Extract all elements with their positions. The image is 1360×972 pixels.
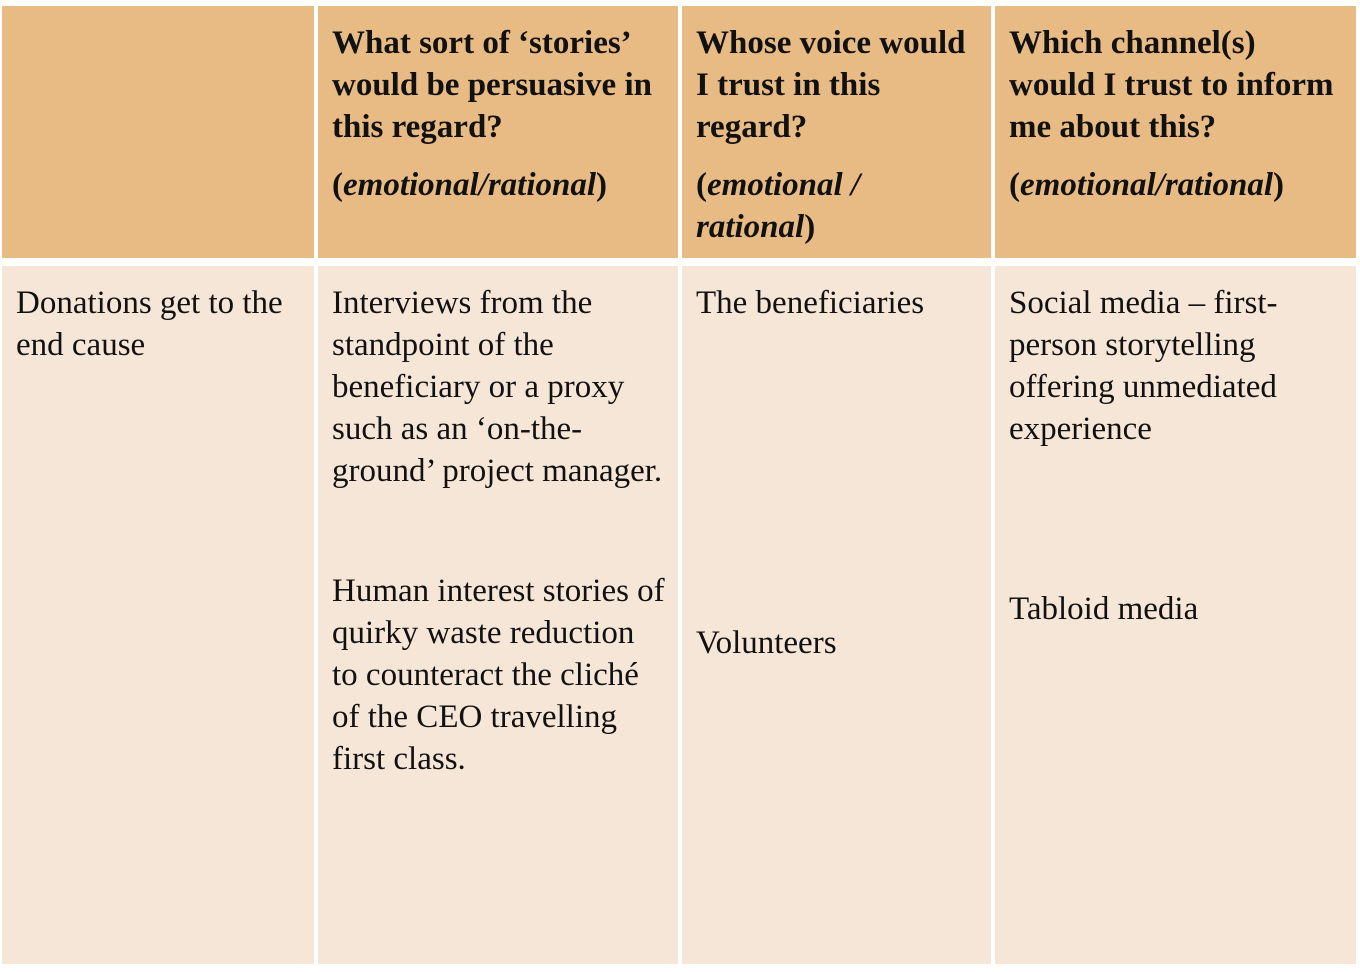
channel-item: Tabloid media <box>1009 591 1199 627</box>
channel-item: Social media – first-person storytelling offering unmediated experience <box>1009 285 1278 447</box>
content-table <box>2 6 1352 964</box>
row-stories-cell <box>318 266 678 964</box>
voice-item: The beneficiaries <box>696 285 925 321</box>
header-channels-title: Which channel(s) would I trust to inform me about this? <box>1009 25 1334 145</box>
header-cell-channels <box>995 6 1356 258</box>
header-cell-empty <box>2 6 314 258</box>
header-cell-voice <box>682 6 991 258</box>
row-channels-cell <box>995 266 1356 964</box>
voice-item: Volunteers <box>696 625 837 661</box>
row-topic-cell <box>2 266 314 964</box>
header-channels-note: (emotional/rational) <box>1009 167 1285 203</box>
header-stories-note: (emotional/rational) <box>332 167 608 203</box>
story-item: Human interest stories of quirky waste reduction to counteract the cliché of the CEO travelling first class. <box>332 573 665 777</box>
header-cell-stories <box>318 6 678 258</box>
row-topic: Donations get to the end cause <box>16 285 283 363</box>
story-item: Interviews from the standpoint of the beneficiary or a proxy such as an ‘on-the-ground’ project manager. <box>332 285 663 489</box>
header-voice-title: Whose voice would I trust in this regard? <box>696 25 966 145</box>
row-voices-cell <box>682 266 991 964</box>
header-voice-note: (emotional / rational) <box>696 167 861 245</box>
header-stories-title: What sort of ‘stories’ would be persuasive in this regard? <box>332 25 652 145</box>
